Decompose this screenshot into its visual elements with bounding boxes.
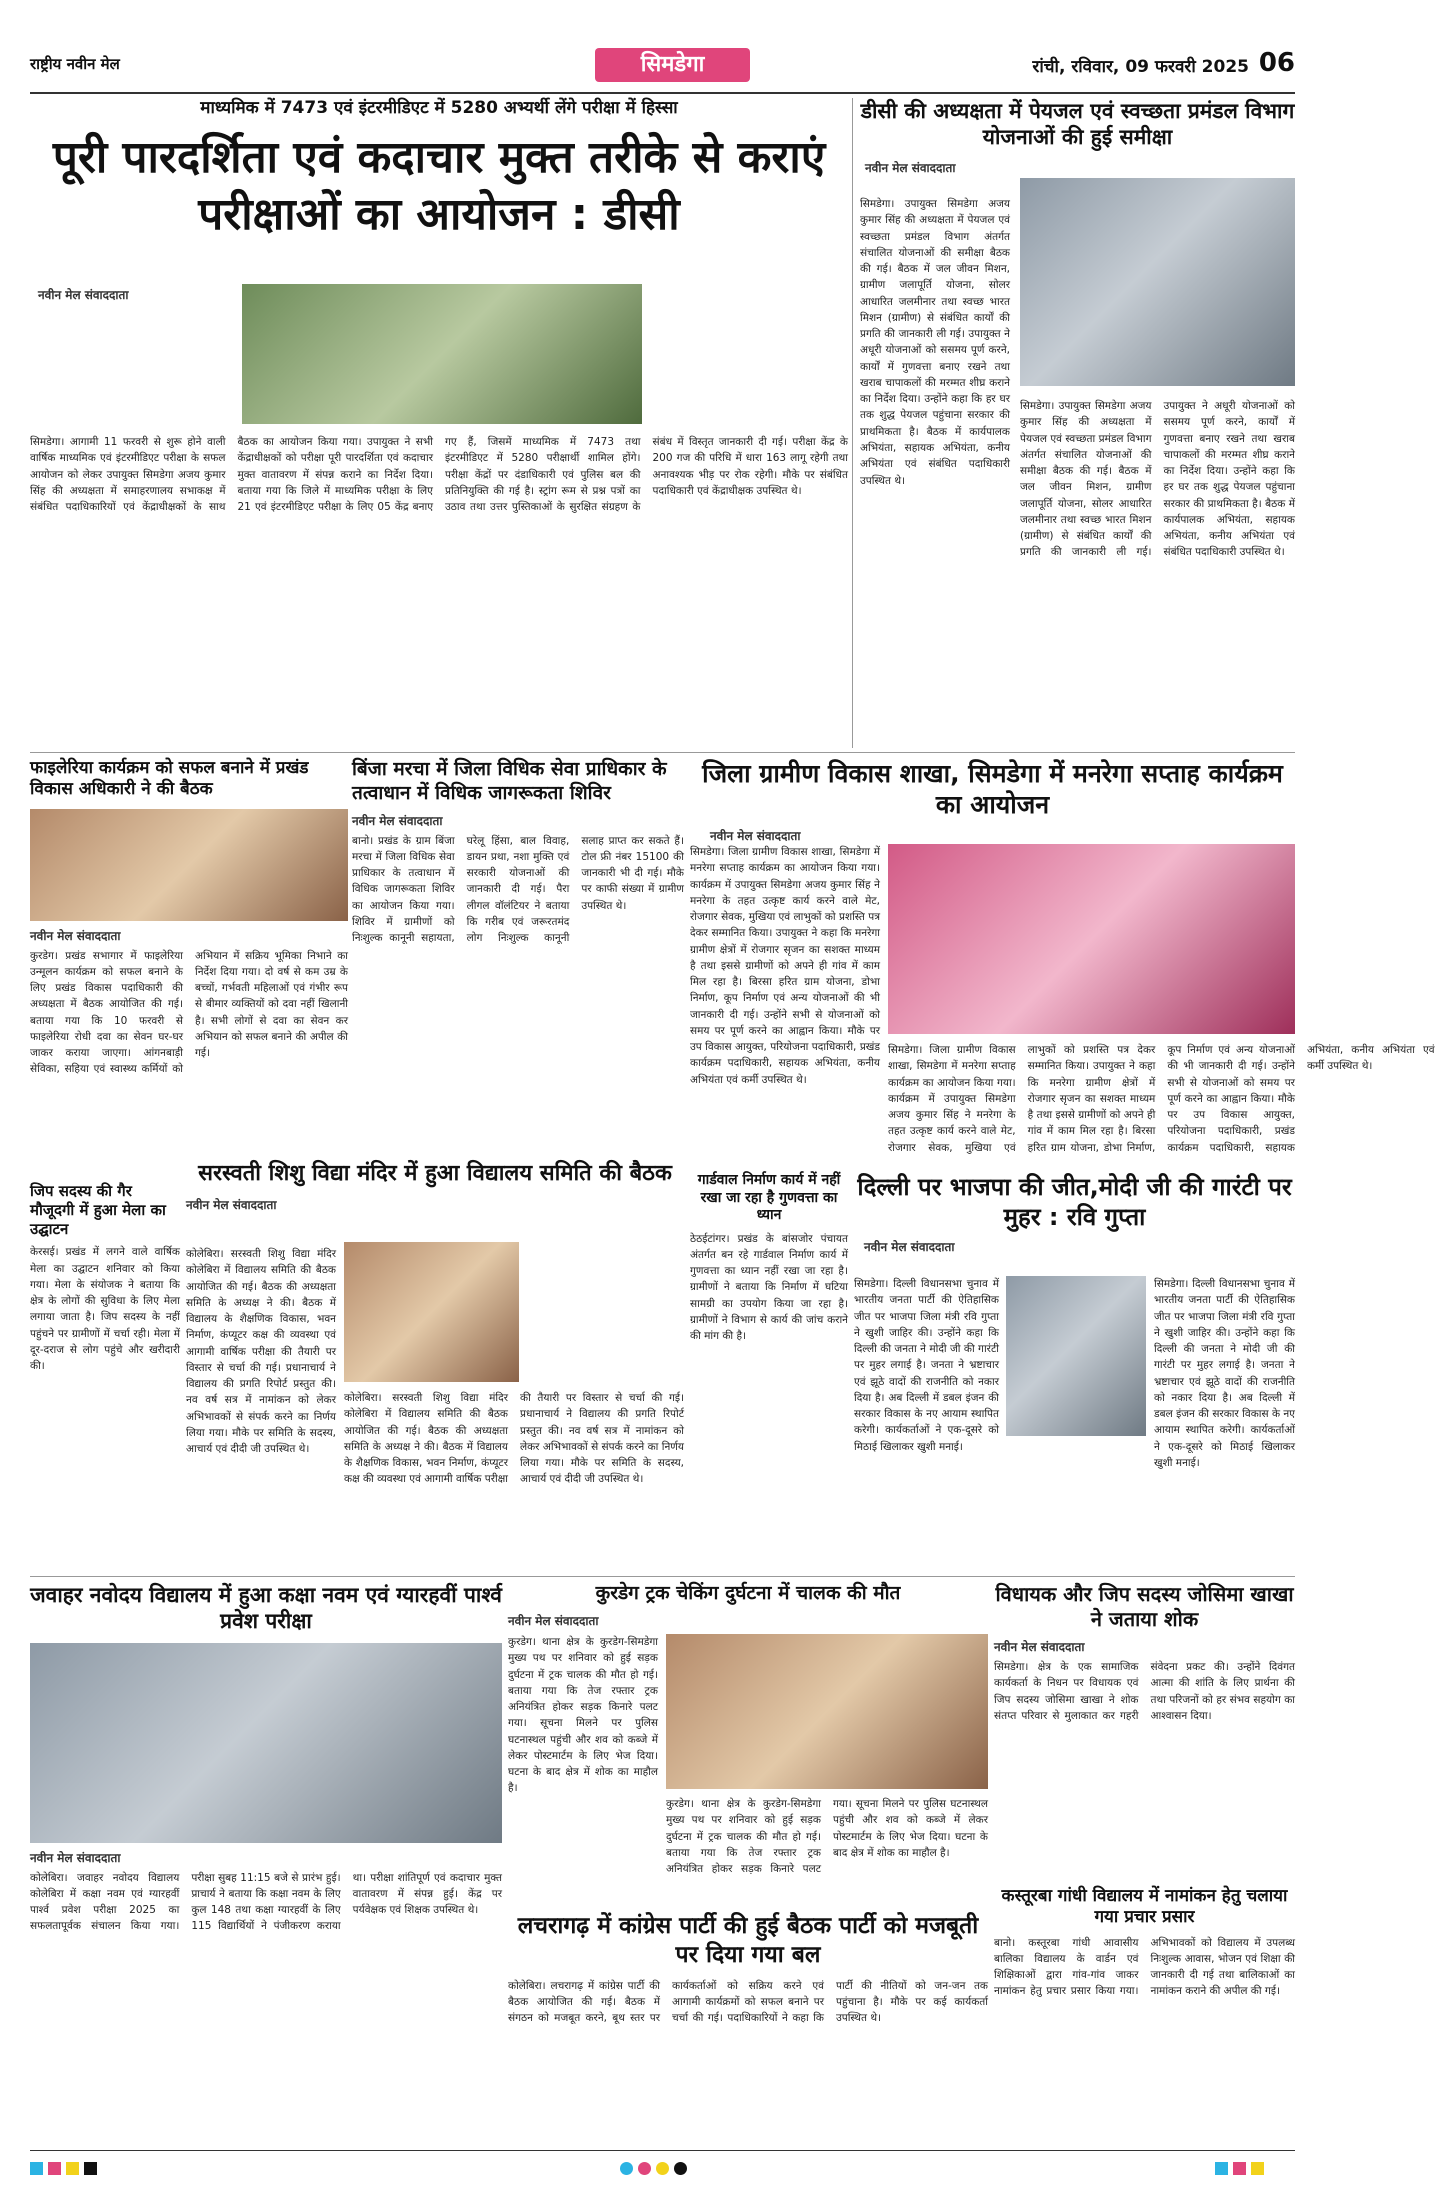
cyan-dot bbox=[620, 2162, 633, 2175]
legal-body: बानो। प्रखंड के ग्राम बिंजा मरचा में जिला विधिक सेवा प्राधिकार के तत्वाधान में विधिक जागरूकता शिविर का आयोजन किया गया। शिविर में ग्रामीणों को निःशुल्क कानूनी सहायता, घरेलू हिंसा, बाल विवाह, डायन प्रथा, नशा मुक्ति एवं सरकारी योजनाओं की जानकारी दी गई। पैरा लीगल वॉलंटियर ने बताया कि गरीब एवं जरूरतमंद लोग निःशुल्क कानूनी सलाह प्राप्त कर सकते हैं। टोल फ्री नंबर 15100 की जानकारी भी दी गई। मौके पर काफी संख्या में ग्रामीण उपस्थित थे। bbox=[352, 834, 684, 945]
mnrega-body-left: सिमडेगा। जिला ग्रामीण विकास शाखा, सिमडेगा में मनरेगा सप्ताह कार्यक्रम का आयोजन किया गया। कार्यक्रम में उपायुक्त सिमडेगा अजय कुमार सिंह ने मनरेगा के तहत उत्कृष्ट कार्य करने वाले मेट, रोजगार सेवक, मुखिया एवं लाभुकों को प्रशस्ति पत्र देकर सम्मानित किया। उपायुक्त ने कहा कि मनरेगा ग्रामीण क्षेत्रों में रोजगार सृजन का सशक्त माध्यम है तथा इससे ग्रामीणों को अपने ही गांव में काम मिल रहा है। बिरसा हरित ग्राम योजना, डोभा निर्माण, कूप निर्माण एवं अन्य योजनाओं की भी जानकारी दी गई। उन्होंने सभी से योजनाओं को समय पर पूर्ण करने का आह्वान किया। मौके पर उप विकास आयुक्त, परियोजना पदाधिकारी, प्रखंड कार्यक्रम पदाधिकारी, सहायक अभियंता, कनीय अभियंता एवं कर्मी उपस्थित थे। bbox=[690, 846, 880, 1086]
filaria-body: कुरडेग। प्रखंड सभागार में फाइलेरिया उन्मूलन कार्यक्रम को सफल बनाने के लिए प्रखंड विकास पदाधिकारी की अध्यक्षता में बैठक आयोजित की गई। बताया गया कि 10 फरवरी से फाइलेरिया रोधी दवा का सेवन घर-घर जाकर कराया जाएगा। आंगनबाड़ी सेविका, सहिया एवं स्वास्थ्य कर्मियों को अभियान में सक्रिय भूमिका निभाने का निर्देश दिया गया। दो वर्ष से कम उम्र के बच्चों, गर्भवती महिलाओं एवं गंभीर रूप से बीमार व्यक्तियों को दवा नहीं खिलानी है। सभी लोगों से दवा का सेवन कर अभियान को सफल बनाने की अपील की गई। bbox=[30, 949, 348, 1076]
filaria-photo bbox=[30, 809, 348, 921]
magenta-mark-r bbox=[1233, 2162, 1246, 2175]
legal-headline: बिंजा मरचा में जिला विधिक सेवा प्राधिकार के तत्वाधान में विधिक जागरूकता शिविर bbox=[352, 758, 667, 804]
water-body-left: सिमडेगा। उपायुक्त सिमडेगा अजय कुमार सिंह की अध्यक्षता में पेयजल एवं स्वच्छता प्रमंडल विभाग अंतर्गत संचालित योजनाओं की समीक्षा बैठक की गई। बैठक में जल जीवन मिशन, ग्रामीण जलापूर्ति योजना, सोलर आधारित जलमीनार तथा स्वच्छ भारत मिशन (ग्रामीण) से संबंधित कार्यों की प्रगति की जानकारी ली गई। उपायुक्त ने अधूरी योजनाओं को ससमय पूर्ण करने, कार्यों में गुणवत्ता बनाए रखने तथा खराब चापाकलों की मरम्मत शीघ्र कराने का निर्देश दिया। उन्होंने कहा कि हर घर तक शुद्ध पेयजल पहुंचाना सरकार की प्राथमिकता है। बैठक में कार्यपालक अभियंता, सहायक अभियंता, कनीय अभियंता एवं संबंधित पदाधिकारी उपस्थित थे। bbox=[860, 198, 1010, 487]
mla-body: सिमडेगा। क्षेत्र के एक सामाजिक कार्यकर्ता के निधन पर विधायक एवं जिप सदस्य जोसिमा खाखा ने शोक संतप्त परिवार से मुलाकात कर गहरी संवेदना प्रकट की। उन्होंने दिवंगत आत्मा की शांति के लिए प्रार्थना की तथा परिजनों को हर संभव सहयोग का आश्वासन दिया। bbox=[994, 1661, 1295, 1722]
water-photo bbox=[1020, 178, 1295, 386]
water-byline: नवीन मेल संवाददाता bbox=[865, 160, 956, 175]
delhi-headline: दिल्ली पर भाजपा की जीत,मोदी जी की गारंटी पर मुहर : रवि गुप्ता bbox=[857, 1173, 1292, 1231]
kasturba-body: बानो। कस्तूरबा गांधी आवासीय बालिका विद्यालय के वार्डन एवं शिक्षिकाओं द्वारा गांव-गांव जाकर नामांकन हेतु प्रचार प्रसार किया गया। अभिभावकों को विद्यालय में उपलब्ध निःशुल्क आवास, भोजन एवं शिक्षा की जानकारी दी गई तथा बालिकाओं का नामांकन कराने की अपील की गई। bbox=[994, 1936, 1295, 1998]
school-body-right: कोलेबिरा। सरस्वती शिशु विद्या मंदिर कोलेबिरा में विद्यालय समिति की बैठक आयोजित की गई। बैठक की अध्यक्षता समिति के अध्यक्ष ने की। बैठक में विद्यालय के शैक्षणिक विकास, भवन निर्माण, कंप्यूटर कक्ष की व्यवस्था एवं आगामी वार्षिक परीक्षा की तैयारी पर विस्तार से चर्चा की गई। प्रधानाचार्य ने विद्यालय की प्रगति रिपोर्ट प्रस्तुत की। नव वर्ष सत्र में नामांकन को लेकर अभिभावकों से संपर्क करने का निर्णय लिया गया। मौके पर समिति के सदस्य, आचार्य एवं दीदी जी उपस्थित थे। bbox=[344, 1392, 684, 1486]
section-name: सिमडेगा bbox=[640, 52, 705, 77]
magenta-dot bbox=[638, 2162, 651, 2175]
section-tab bbox=[595, 48, 750, 82]
filaria-story bbox=[30, 758, 348, 1178]
accident-body-left: कुरडेग। थाना क्षेत्र के कुरडेग-सिमडेगा मुख्य पथ पर शनिवार को हुई सड़क दुर्घटना में ट्रक चालक की मौत हो गई। बताया गया कि तेज रफ्तार ट्रक अनियंत्रित होकर सड़क किनारे पलट गया। सूचना मिलने पर पुलिस घटनास्थल पहुंची और शव को कब्जे में लेकर पोस्टमार्टम के लिए भेज दिया। घटना के बाद क्षेत्र में शोक का माहौल है। bbox=[508, 1636, 658, 1795]
jip-story bbox=[30, 1182, 180, 1572]
kasturba-headline: कस्तूरबा गांधी विद्यालय में नामांकन हेतु चलाया गया प्रचार प्रसार bbox=[1001, 1886, 1288, 1928]
delhi-photo bbox=[1006, 1276, 1146, 1436]
school-story bbox=[186, 1160, 684, 1570]
lead-byline: नवीन मेल संवाददाता bbox=[38, 288, 129, 302]
magenta-mark bbox=[48, 2162, 61, 2175]
water-body-right: सिमडेगा। उपायुक्त सिमडेगा अजय कुमार सिंह की अध्यक्षता में पेयजल एवं स्वच्छता प्रमंडल विभाग अंतर्गत संचालित योजनाओं की समीक्षा बैठक की गई। बैठक में जल जीवन मिशन, ग्रामीण जलापूर्ति योजना, सोलर आधारित जलमीनार तथा स्वच्छ भारत मिशन (ग्रामीण) से संबंधित कार्यों की प्रगति की जानकारी ली गई। उपायुक्त ने अधूरी योजनाओं को ससमय पूर्ण करने, कार्यों में गुणवत्ता बनाए रखने तथा खराब चापाकलों की मरम्मत शीघ्र कराने का निर्देश दिया। उन्होंने कहा कि हर घर तक शुद्ध पेयजल पहुंचाना सरकार की प्राथमिकता है। बैठक में कार्यपालक अभियंता, सहायक अभियंता, कनीय अभियंता एवं संबंधित पदाधिकारी उपस्थित थे। bbox=[1020, 400, 1295, 559]
congress-headline: लचरागढ़ में कांग्रेस पार्टी की हुई बैठक पार्टी को मजबूती पर दिया गया बल bbox=[517, 1913, 979, 1968]
congress-story bbox=[508, 1912, 988, 2147]
navodaya-byline: नवीन मेल संवाददाता bbox=[30, 1850, 121, 1865]
mnrega-story bbox=[690, 758, 1435, 1168]
school-headline: सरस्वती शिशु विद्या मंदिर में हुआ विद्यालय समिति की बैठक bbox=[198, 1161, 672, 1186]
navodaya-headline: जवाहर नवोदय विद्यालय में हुआ कक्षा नवम एवं ग्यारहवीं पार्श्व प्रवेश परीक्षा bbox=[30, 1583, 502, 1634]
registration-marks-center bbox=[620, 2160, 720, 2180]
h-rule-1 bbox=[30, 752, 1295, 753]
mnrega-byline: नवीन मेल संवाददाता bbox=[710, 828, 801, 843]
filaria-headline: फाइलेरिया कार्यक्रम को सफल बनाने में प्रखंड विकास अधिकारी ने की बैठक bbox=[30, 758, 309, 800]
accident-story bbox=[508, 1582, 988, 1907]
delhi-story bbox=[854, 1172, 1295, 1572]
jip-body: केरसई। प्रखंड में लगने वाले वार्षिक मेला का उद्घाटन शनिवार को किया गया। मेला के संयोजक ने बताया कि क्षेत्र के लोगों की सुविधा के लिए मेला लगाया जाता है। जिप सदस्य के नहीं पहुंचने पर ग्रामीणों में चर्चा रही। मेला में दूर-दराज से लोग पहुंचे और खरीदारी की। bbox=[30, 1246, 180, 1373]
yellow-mark-r bbox=[1251, 2162, 1264, 2175]
mla-story bbox=[994, 1582, 1295, 1882]
lead-story bbox=[30, 98, 848, 756]
lead-photo bbox=[242, 284, 642, 424]
legal-byline: नवीन मेल संवाददाता bbox=[352, 813, 443, 828]
delhi-byline: नवीन मेल संवाददाता bbox=[864, 1240, 955, 1254]
yellow-mark bbox=[66, 2162, 79, 2175]
mla-headline: विधायक और जिप सदस्य जोसिमा खाखा ने जताया शोक bbox=[995, 1582, 1294, 1631]
paper-name: राष्ट्रीय नवीन मेल bbox=[30, 55, 120, 73]
yellow-dot bbox=[656, 2162, 669, 2175]
h-rule-2 bbox=[30, 1576, 1295, 1577]
black-dot bbox=[674, 2162, 687, 2175]
lead-kicker: माध्यमिक में 7473 एवं इंटरमीडिएट में 5280 अभ्यर्थी लेंगे परीक्षा में हिस्सा bbox=[200, 98, 678, 118]
delhi-body-left: सिमडेगा। दिल्ली विधानसभा चुनाव में भारतीय जनता पार्टी की ऐतिहासिक जीत पर भाजपा जिला मंत्री रवि गुप्ता ने खुशी जाहिर की। उन्होंने कहा कि दिल्ली की जनता ने मोदी जी की गारंटी पर मुहर लगाई है। जनता ने भ्रष्टाचार एवं झूठे वादों की राजनीति को नकार दिया है। अब दिल्ली में डबल इंजन की सरकार विकास के नए आयाम स्थापित करेगी। कार्यकर्ताओं ने एक-दूसरे को मिठाई खिलाकर खुशी मनाई। bbox=[854, 1278, 999, 1453]
kasturba-story bbox=[994, 1886, 1295, 2146]
accident-headline: कुरडेग ट्रक चेकिंग दुर्घटना में चालक की मौत bbox=[595, 1582, 901, 1604]
road-story bbox=[690, 1172, 848, 1572]
cyan-mark-r bbox=[1215, 2162, 1228, 2175]
delhi-body-right: सिमडेगा। दिल्ली विधानसभा चुनाव में भारतीय जनता पार्टी की ऐतिहासिक जीत पर भाजपा जिला मंत्री रवि गुप्ता ने खुशी जाहिर की। उन्होंने कहा कि दिल्ली की जनता ने मोदी जी की गारंटी पर मुहर लगाई है। जनता ने भ्रष्टाचार एवं झूठे वादों की राजनीति को नकार दिया है। अब दिल्ली में डबल इंजन की सरकार विकास के नए आयाम स्थापित करेगी। कार्यकर्ताओं ने एक-दूसरे को मिठाई खिलाकर खुशी मनाई। bbox=[1154, 1278, 1295, 1469]
road-body: ठेठईटांगर। प्रखंड के बांसजोर पंचायत अंतर्गत बन रहे गार्डवाल निर्माण कार्य में गुणवत्ता का ध्यान नहीं रखा जा रहा है। ग्रामीणों ने बताया कि निर्माण में घटिया सामग्री का उपयोग किया जा रहा है। ग्रामीणों ने विभाग से कार्य की जांच कराने की मांग की है। bbox=[690, 1232, 848, 1343]
black-mark bbox=[84, 2162, 97, 2175]
road-headline: गार्डवाल निर्माण कार्य में नहीं रखा जा रहा है गुणवत्ता का ध्यान bbox=[697, 1172, 841, 1223]
lead-headline: पूरी पारदर्शिता एवं कदाचार मुक्त तरीके से कराएं परीक्षाओं का आयोजन : डीसी bbox=[52, 132, 826, 241]
mnrega-photo bbox=[888, 844, 1295, 1034]
jip-headline: जिप सदस्य की गैर मौजूदगी में हुआ मेला का उद्घाटन bbox=[30, 1182, 166, 1238]
col-rule bbox=[852, 98, 853, 748]
filaria-byline: नवीन मेल संवाददाता bbox=[30, 928, 121, 943]
accident-photo bbox=[666, 1634, 988, 1789]
mnrega-headline: जिला ग्रामीण विकास शाखा, सिमडेगा में मनरेगा सप्ताह कार्यक्रम का आयोजन bbox=[702, 759, 1283, 820]
legal-story bbox=[352, 758, 684, 1158]
dateline: रांची, रविवार, 09 फरवरी 2025 bbox=[1032, 57, 1249, 77]
school-photo bbox=[344, 1242, 519, 1382]
navodaya-story bbox=[30, 1582, 502, 2142]
cyan-mark bbox=[30, 2162, 43, 2175]
mnrega-body-right: सिमडेगा। जिला ग्रामीण विकास शाखा, सिमडेगा में मनरेगा सप्ताह कार्यक्रम का आयोजन किया गया। कार्यक्रम में उपायुक्त सिमडेगा अजय कुमार सिंह ने मनरेगा के तहत उत्कृष्ट कार्य करने वाले मेट, रोजगार सेवक, मुखिया एवं लाभुकों को प्रशस्ति पत्र देकर सम्मानित किया। उपायुक्त ने कहा कि मनरेगा ग्रामीण क्षेत्रों में रोजगार सृजन का सशक्त माध्यम है तथा इससे ग्रामीणों को अपने ही गांव में काम मिल रहा है। बिरसा हरित ग्राम योजना, डोभा निर्माण, कूप निर्माण एवं अन्य योजनाओं की भी जानकारी दी गई। उन्होंने सभी से योजनाओं को समय पर पूर्ण करने का आह्वान किया। मौके पर उप विकास आयुक्त, परियोजना पदाधिकारी, प्रखंड कार्यक्रम पदाधिकारी, सहायक अभियंता, कनीय अभियंता एवं कर्मी उपस्थित थे। bbox=[888, 1044, 1435, 1154]
lead-body: सिमडेगा। आगामी 11 फरवरी से शुरू होने वाली वार्षिक माध्यमिक एवं इंटरमीडिएट परीक्षा के सफल आयोजन को लेकर उपायुक्त सिमडेगा अजय कुमार सिंह की अध्यक्षता में समाहरणालय सभाकक्ष में संबंधित पदाधिकारियों एवं केंद्राधीक्षकों के साथ बैठक का आयोजन किया गया। उपायुक्त ने सभी केंद्राधीक्षकों को परीक्षा पूरी पारदर्शिता एवं कदाचार मुक्त वातावरण में संपन्न कराने का निर्देश दिया। बताया गया कि जिले में माध्यमिक परीक्षा के लिए 21 एवं इंटरमीडिएट परीक्षा के लिए 05 केंद्र बनाए गए हैं, जिसमें माध्यमिक में 7473 तथा इंटरमीडिएट में 5280 परीक्षार्थी शामिल होंगे। परीक्षा केंद्रों पर दंडाधिकारी एवं पुलिस बल की प्रतिनियुक्ति की गई है। स्ट्रांग रूम से प्रश्न पत्रों का उठाव तथा उत्तर पुस्तिकाओं के सुरक्षित संग्रहण के संबंध में विस्तृत जानकारी दी गई। परीक्षा केंद्र के 200 गज की परिधि में धारा 163 लागू रहेगी तथा अनावश्यक भीड़ पर रोक रहेगी। मौके पर संबंधित पदाधिकारी एवं केंद्राधीक्षक उपस्थित थे। bbox=[30, 436, 848, 514]
logo bbox=[30, 54, 120, 74]
masthead-rule bbox=[30, 92, 1295, 94]
water-headline: डीसी की अध्यक्षता में पेयजल एवं स्वच्छता प्रमंडल विभाग योजनाओं की हुई समीक्षा bbox=[860, 99, 1295, 150]
masthead bbox=[30, 48, 1295, 90]
school-body-left: कोलेबिरा। सरस्वती शिशु विद्या मंदिर कोलेबिरा में विद्यालय समिति की बैठक आयोजित की गई। बैठक की अध्यक्षता समिति के अध्यक्ष ने की। बैठक में विद्यालय के शैक्षणिक विकास, भवन निर्माण, कंप्यूटर कक्ष की व्यवस्था एवं आगामी वार्षिक परीक्षा की तैयारी पर विस्तार से चर्चा की गई। प्रधानाचार्य ने विद्यालय की प्रगति रिपोर्ट प्रस्तुत की। नव वर्ष सत्र में नामांकन को लेकर अभिभावकों से संपर्क करने का निर्णय लिया गया। मौके पर समिति के सदस्य, आचार्य एवं दीदी जी उपस्थित थे। bbox=[186, 1248, 336, 1456]
navodaya-photo bbox=[30, 1643, 502, 1843]
navodaya-body: कोलेबिरा। जवाहर नवोदय विद्यालय कोलेबिरा में कक्षा नवम एवं ग्यारहवीं पार्श्व प्रवेश परीक्षा 2025 का सफलतापूर्वक संचालन किया गया। परीक्षा सुबह 11:15 बजे से प्रारंभ हुई। प्राचार्य ने बताया कि कक्षा नवम के लिए कुल 148 तथा कक्षा ग्यारहवीं के लिए 115 विद्यार्थियों ने पंजीकरण कराया था। परीक्षा शांतिपूर्ण एवं कदाचार मुक्त वातावरण में संपन्न हुई। केंद्र पर पर्यवेक्षक एवं शिक्षक उपस्थित थे। bbox=[30, 1871, 502, 1933]
footer-rule bbox=[30, 2150, 1295, 2151]
registration-marks-right bbox=[1215, 2160, 1295, 2180]
registration-marks-left bbox=[30, 2160, 230, 2180]
accident-body-right: कुरडेग। थाना क्षेत्र के कुरडेग-सिमडेगा मुख्य पथ पर शनिवार को हुई सड़क दुर्घटना में ट्रक चालक की मौत हो गई। बताया गया कि तेज रफ्तार ट्रक अनियंत्रित होकर सड़क किनारे पलट गया। सूचना मिलने पर पुलिस घटनास्थल पहुंची और शव को कब्जे में लेकर पोस्टमार्टम के लिए भेज दिया। घटना के बाद क्षेत्र में शोक का माहौल है। bbox=[666, 1798, 988, 1876]
page-number: 06 bbox=[1258, 48, 1295, 78]
congress-body: कोलेबिरा। लचरागढ़ में कांग्रेस पार्टी की बैठक आयोजित की गई। बैठक में संगठन को मजबूत करने, बूथ स्तर पर कार्यकर्ताओं को सक्रिय करने एवं आगामी कार्यक्रमों को सफल बनाने पर चर्चा की गई। पदाधिकारियों ने कहा कि पार्टी की नीतियों को जन-जन तक पहुंचाना है। मौके पर कई कार्यकर्ता उपस्थित थे। bbox=[508, 1979, 988, 2025]
water-story bbox=[860, 98, 1295, 748]
accident-byline: नवीन मेल संवाददाता bbox=[508, 1613, 599, 1628]
school-byline: नवीन मेल संवाददाता bbox=[186, 1197, 277, 1212]
mla-byline: नवीन मेल संवाददाता bbox=[994, 1640, 1085, 1654]
